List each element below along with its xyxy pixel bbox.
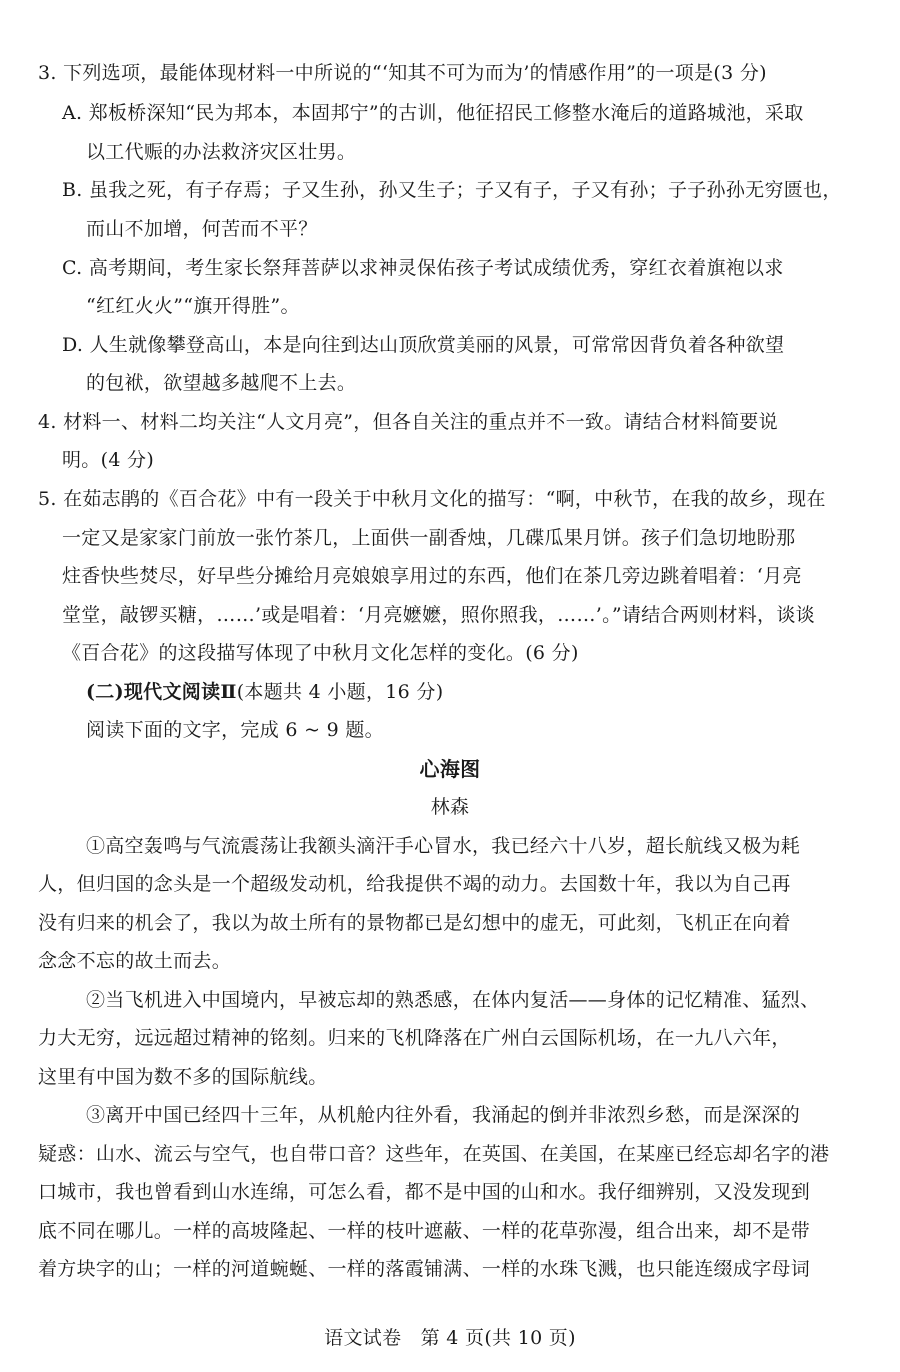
section-heading bbox=[0, 679, 900, 705]
paragraph-3-line-4: 底不同在哪儿。一样的高坡隆起、一样的枝叶遮蔽、一样的花草弥漫，组合出来，却不是带 bbox=[38, 1220, 811, 1242]
article-author: 林森 bbox=[430, 796, 470, 818]
paragraph-3-line-2: 疑惑：山水、流云与空气，也自带口音？这些年，在英国、在美国，在某座已经忘却名字的港 bbox=[38, 1143, 830, 1165]
section-points: (本题共 4 小题，16 分) bbox=[236, 681, 444, 703]
paragraph-1-line-3: 没有归来的机会了，我以为故土所有的景物都已是幻想中的虚无，可此刻，飞机正在向着 bbox=[38, 912, 791, 934]
question-4-cont: 明。(4 分) bbox=[62, 449, 155, 471]
question-3-option-b-cont: 而山不加增，何苦而不平？ bbox=[86, 218, 318, 240]
paragraph-2-line-1: ②当飞机进入中国境内，早被忘却的熟悉感，在体内复活——身体的记忆精准、猛烈、 bbox=[86, 989, 820, 1011]
paragraph-1-line-2: 人，但归国的念头是一个超级发动机，给我提供不竭的动力。去国数十年，我以为自己再 bbox=[38, 873, 791, 895]
section-instruction: 阅读下面的文字，完成 6 ~ 9 题。 bbox=[86, 719, 384, 741]
paragraph-1-line-1: ①高空轰鸣与气流震荡让我额头滴汗手心冒水，我已经六十八岁，超长航线又极为耗 bbox=[86, 835, 801, 857]
question-5-cont-2: 炷香快些焚尽，好早些分摊给月亮娘娘享用过的东西，他们在茶几旁边跳着唱着：‘月亮 bbox=[62, 565, 802, 587]
question-5: 5. 在茹志鹃的《百合花》中有一段关于中秋月文化的描写：“啊，中秋节，在我的故乡，现在 bbox=[38, 488, 826, 510]
question-3-option-b: B. 虽我之死，有子存焉；子又生孙，孙又生子；子又有子，子又有孙；子子孙孙无穷匮也， bbox=[62, 179, 842, 201]
question-3-option-c-cont: “红红火火”“旗开得胜”。 bbox=[86, 295, 300, 317]
paragraph-2-line-3: 这里有中国为数不多的国际航线。 bbox=[38, 1066, 328, 1088]
question-3-option-a: A. 郑板桥深知“民为邦本，本固邦宁”的古训，他征招民工修整水淹后的道路城池，采取 bbox=[62, 102, 804, 124]
page-footer: 语文试卷 第 4 页(共 10 页) bbox=[324, 1327, 576, 1349]
paragraph-1-line-4: 念念不忘的故土而去。 bbox=[38, 950, 232, 972]
question-3-option-c: C. 高考期间，考生家长祭拜菩萨以求神灵保佑孩子考试成绩优秀，穿红衣着旗袍以求 bbox=[62, 257, 784, 279]
paragraph-3-line-5: 着方块字的山；一样的河道蜿蜒、一样的落霞铺满、一样的水珠飞溅，也只能连缀成字母词 bbox=[38, 1258, 811, 1280]
question-3-stem: 3. 下列选项，最能体现材料一中所说的“‘知其不可为而为’的情感作用”的一项是(3 分) bbox=[38, 62, 767, 84]
question-3-option-d: D. 人生就像攀登高山，本是向往到达山顶欣赏美丽的风景，可常常因背负着各种欲望 bbox=[62, 334, 785, 356]
question-3-option-a-cont: 以工代赈的办法救济灾区壮男。 bbox=[86, 141, 357, 163]
question-5-cont-4: 《百合花》的这段描写体现了中秋月文化怎样的变化。(6 分) bbox=[62, 642, 579, 664]
question-5-cont-1: 一定又是家家门前放一张竹茶几，上面供一副香烛，几碟瓜果月饼。孩子们急切地盼那 bbox=[62, 527, 796, 549]
section-heading-text: (二)现代文阅读Ⅱ bbox=[86, 681, 237, 703]
question-5-cont-3: 堂堂，敲锣买糖，……’或是唱着：‘月亮嬷嬷，照你照我，……’。”请结合两则材料，谈谈 bbox=[62, 604, 815, 626]
question-3-option-d-cont: 的包袱，欲望越多越爬不上去。 bbox=[86, 372, 357, 394]
paragraph-2-line-2: 力大无穷，远远超过精神的铭刻。归来的飞机降落在广州白云国际机场，在一九八六年， bbox=[38, 1027, 791, 1049]
paragraph-3-line-3: 口城市，我也曾看到山水连绵，可怎么看，都不是中国的山和水。我仔细辨别，又没发现到 bbox=[38, 1181, 811, 1203]
question-4: 4. 材料一、材料二均关注“人文月亮”，但各自关注的重点并不一致。请结合材料简要说 bbox=[38, 411, 778, 433]
article-title: 心海图 bbox=[419, 757, 481, 781]
paragraph-3-line-1: ③离开中国已经四十三年，从机舱内往外看，我涌起的倒并非浓烈乡愁，而是深深的 bbox=[86, 1104, 801, 1126]
